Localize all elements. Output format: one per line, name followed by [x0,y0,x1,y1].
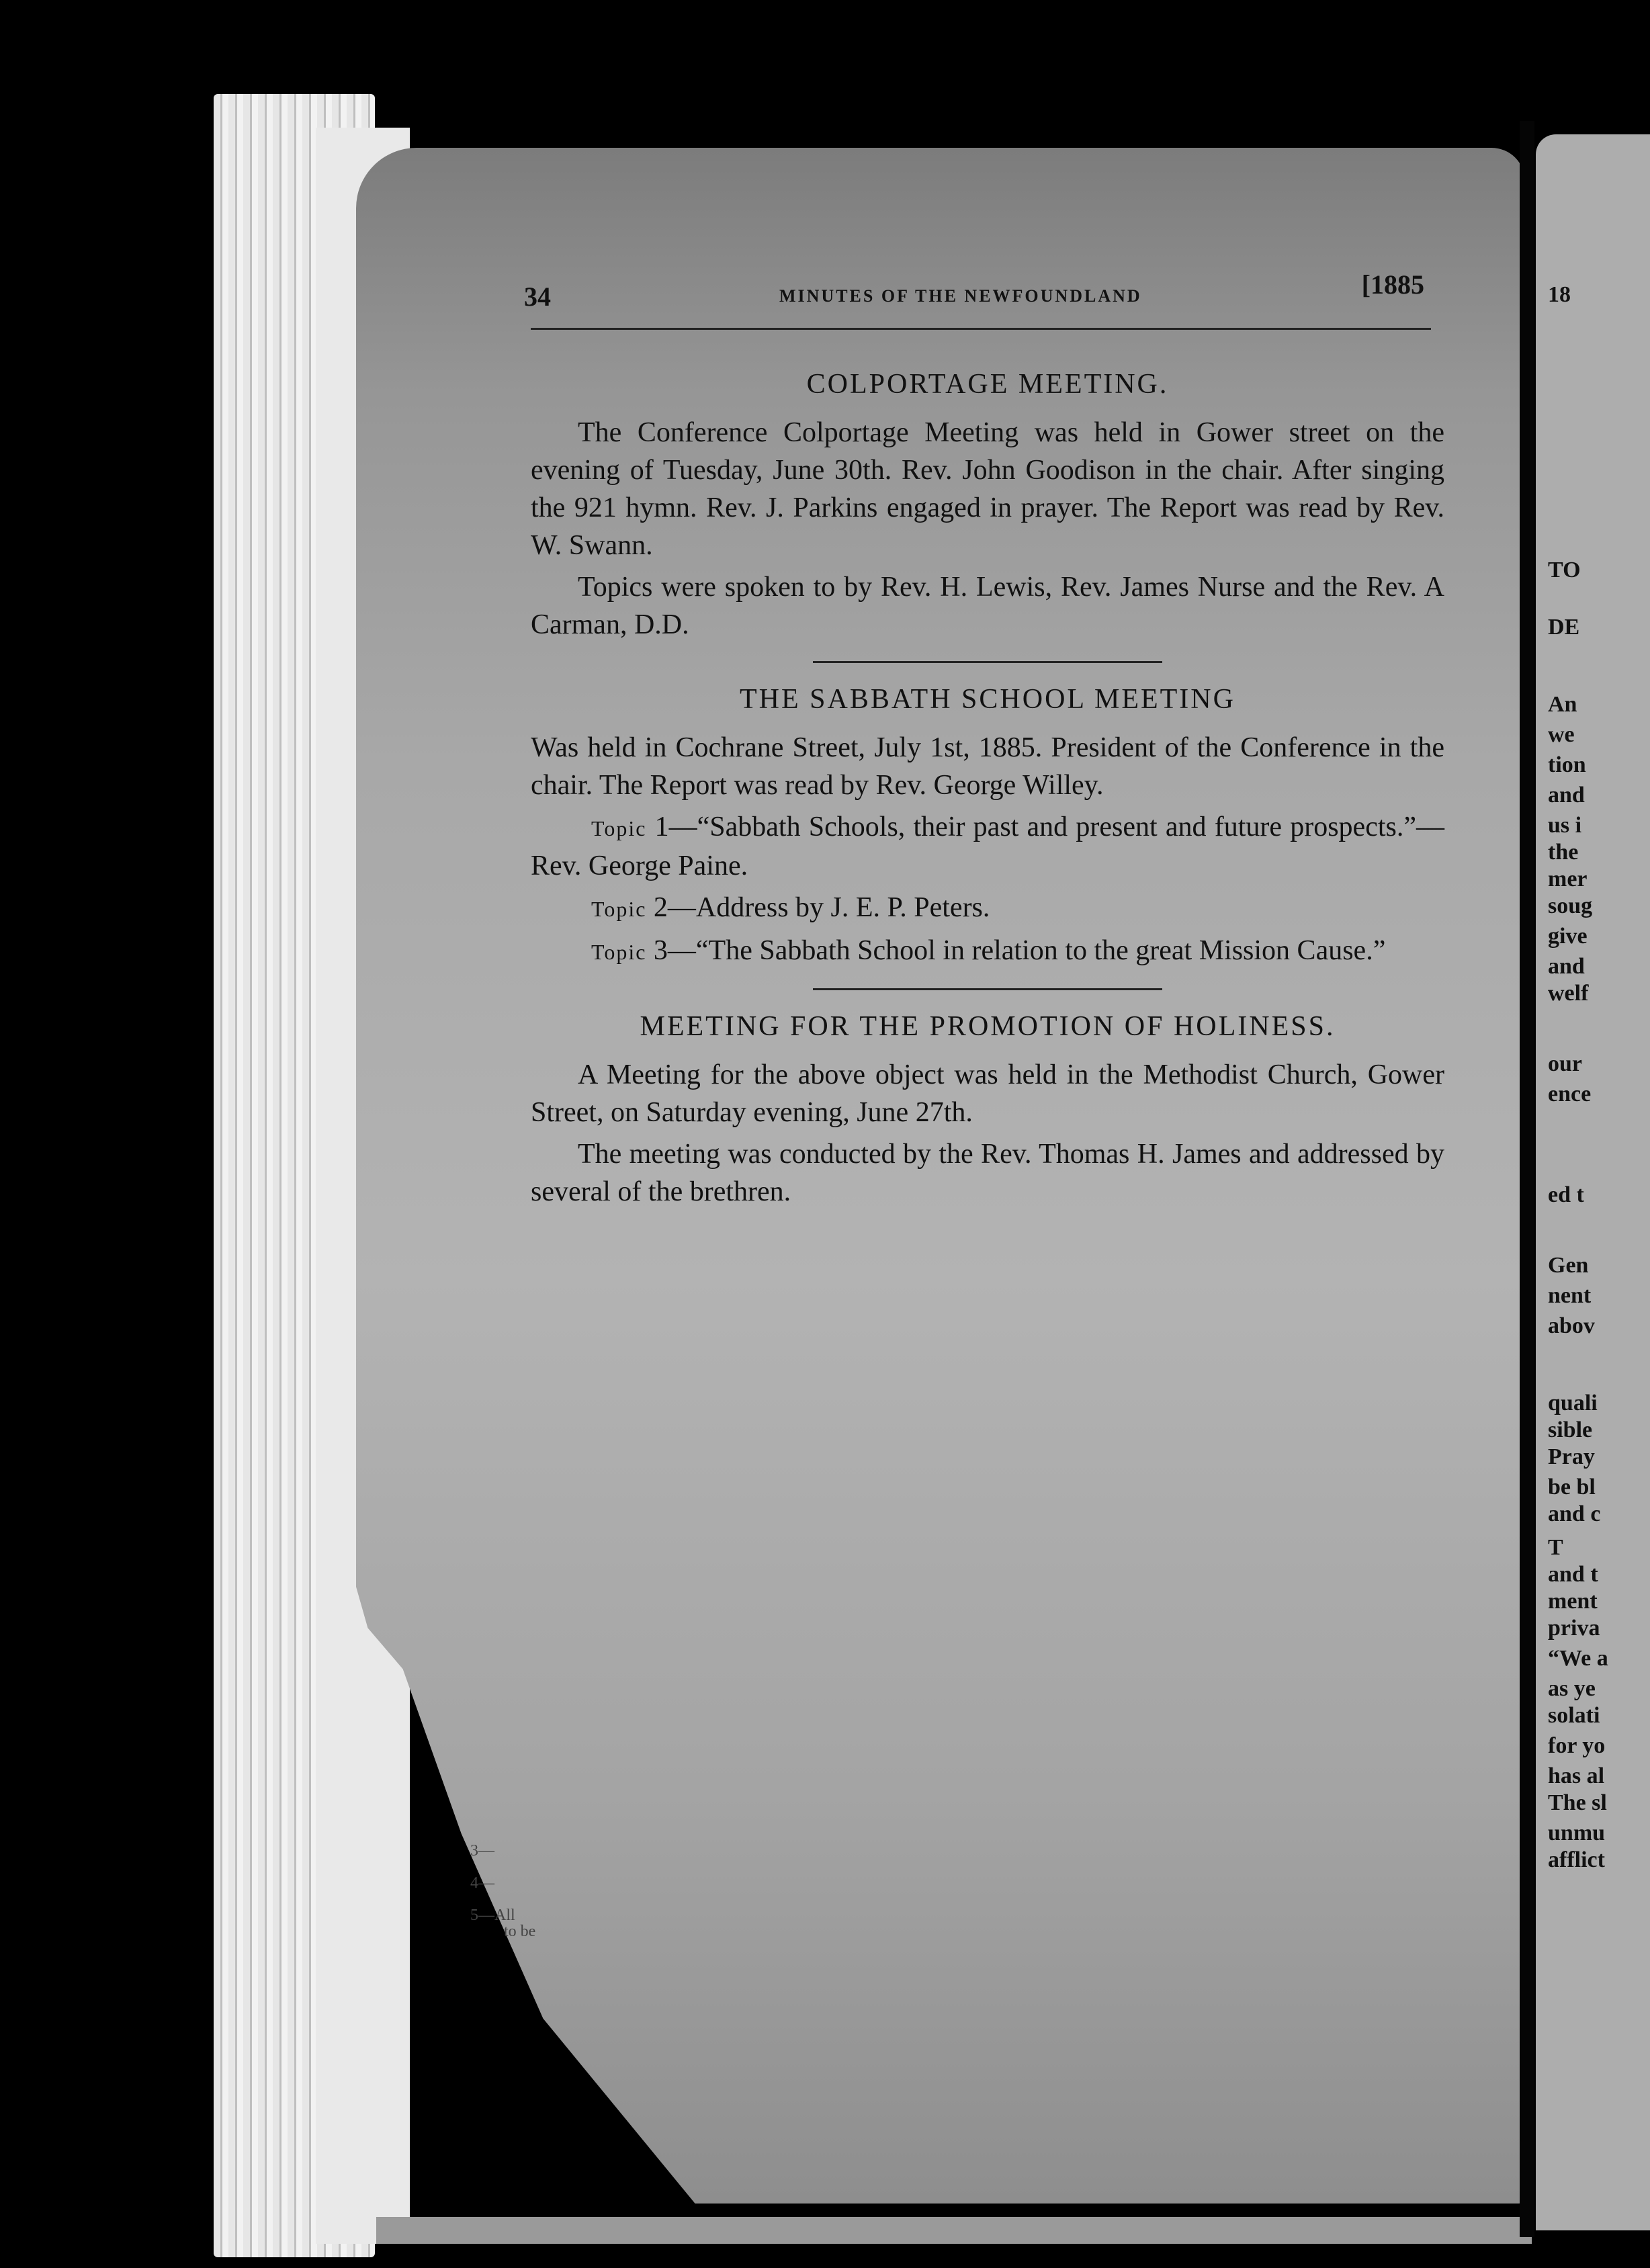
facing-page-fragment: the [1548,840,1579,865]
left-fragment: 4— [470,1874,494,1892]
facing-page-fragment: mer [1548,867,1588,891]
topic-text: 2—Address by J. E. P. Peters. [653,892,990,923]
facing-page-fragment: welf [1548,981,1589,1006]
topic-label: Topic [591,816,647,840]
facing-page-fragment: quali [1548,1391,1598,1415]
running-head [524,269,1431,312]
topic-text: 1—“Sabbath Schools, their past and present and future prospects.”—Rev. George Paine. [531,812,1444,881]
facing-page-fragment: abov [1548,1313,1595,1338]
facing-page-fragment: for yo [1548,1733,1606,1758]
book-spine [1520,121,1534,2237]
section-heading-colportage: COLPORTAGE MEETING. [806,369,1169,400]
page-bottom-edge [376,2217,1532,2244]
facing-page-fragment: tion [1548,752,1586,777]
facing-page-fragment: and t [1548,1562,1598,1587]
facing-page-fragment: sible [1548,1418,1593,1442]
facing-page-fragment: as ye [1548,1676,1596,1701]
facing-page-fragment: give [1548,924,1588,949]
page-content [531,349,1444,1215]
topic-label: Topic [591,897,647,921]
section-divider [813,661,1162,663]
facing-page-fragment: and [1548,783,1585,808]
facing-page-fragment: solati [1548,1703,1600,1728]
topic-item [531,808,1444,885]
facing-page-fragment: and [1548,954,1585,979]
running-year: [1885 [1361,269,1424,300]
facing-page-fragment: “We a [1548,1646,1608,1671]
facing-page-fragment: TO [1548,558,1581,582]
page-number: 34 [524,281,551,312]
facing-page-fragment: The sl [1548,1790,1607,1815]
facing-page-fragment: our [1548,1051,1582,1076]
topic-item [531,889,1444,928]
facing-page-fragment: ence [1548,1082,1592,1106]
facing-page-fragment: unmu [1548,1821,1606,1845]
running-title: MINUTES OF THE NEWFOUNDLAND [779,286,1142,306]
colportage-paragraph-2: Topics were spoken to by Rev. H. Lewis, Rev. James Nurse and the Rev. A Carman, D.D. [531,572,1444,640]
facing-page-fragment: T [1548,1535,1563,1560]
section-heading-holiness: MEETING FOR THE PROMOTION OF HOLINESS. [640,1011,1336,1042]
facing-page-fragment: we [1548,722,1575,747]
facing-page-fragment: priva [1548,1616,1600,1641]
left-fragment: 3— [470,1842,494,1860]
facing-page-fragment: Pray [1548,1444,1595,1469]
header-rule [531,328,1431,330]
colportage-paragraph-1: The Conference Colportage Meeting was held in Gower street on the evening of Tuesday, June 30th. Rev. John Goodison in the chair. After singing the 921 hymn. Rev. J. Parkins engaged in prayer. The Report was read by Rev. W. Swann. [531,417,1444,561]
facing-page-fragment: has al [1548,1763,1605,1788]
facing-page-fragment: soug [1548,893,1593,918]
left-fragment: to be [504,1923,536,1940]
topic-label: Topic [591,940,647,964]
facing-page-fragment: be bl [1548,1475,1596,1499]
section-divider [813,988,1162,990]
section-heading-sabbath-school: THE SABBATH SCHOOL MEETING [740,684,1235,715]
facing-page-fragment: An [1548,692,1577,717]
holiness-paragraph-2: The meeting was conducted by the Rev. Thomas H. James and addressed by several of the brethren. [531,1139,1444,1207]
facing-page-fragment: 18 [1548,282,1571,307]
facing-page-fragment: ed t [1548,1182,1584,1207]
facing-page-fragment: ment [1548,1589,1598,1614]
topic-item [531,932,1444,971]
facing-page-fragment: DE [1548,615,1580,640]
facing-page-fragment: nent [1548,1283,1592,1308]
facing-page-fragment: us i [1548,813,1582,838]
topic-text: 3—“The Sabbath School in relation to the great Mission Cause.” [653,935,1386,966]
facing-page-fragment: and c [1548,1501,1601,1526]
facing-page-fragment: afflict [1548,1847,1605,1872]
sabbath-school-paragraph: Was held in Cochrane Street, July 1st, 1885. President of the Conference in the chair. The Report was read by Rev. George Willey. [531,732,1444,801]
left-fragment: 5—All [470,1907,515,1924]
holiness-paragraph-1: A Meeting for the above object was held in the Methodist Church, Gower Street, on Saturday evening, June 27th. [531,1059,1444,1128]
facing-page-fragment: Gen [1548,1253,1589,1278]
